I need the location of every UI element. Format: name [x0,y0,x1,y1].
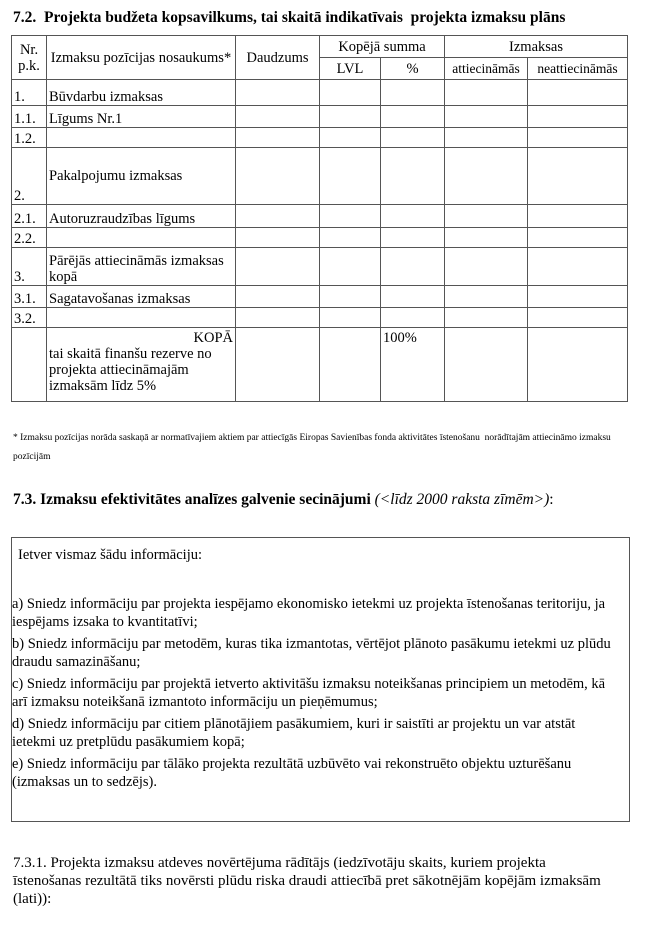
cell-eligible[interactable] [445,308,528,328]
cell-percent[interactable] [381,205,445,228]
cell-lvl[interactable] [320,286,381,308]
row-nr: 2. [12,148,47,205]
cell-percent[interactable] [381,106,445,128]
cell-eligible[interactable] [445,128,528,148]
cell-ineligible[interactable] [528,80,628,106]
infobox-item-e: e) Sniedz informāciju par tālāko projekta rezultātā uzbūvēto vai rekonstruēto objektu uzturēšanu (izmaksas un to sedzējs). [12,756,572,790]
table-row [12,205,628,228]
row-nr: 3. [12,248,47,286]
header-eligible: attiecināmās [445,58,528,80]
section-7-3-hint: (<līdz 2000 raksta zīmēm>) [374,491,550,508]
cell-eligible[interactable] [445,248,528,286]
header-ineligible: neattiecināmās [528,58,628,80]
cell-eligible[interactable] [445,286,528,308]
row-name: Pārējās attiecināmās izmaksas kopā [47,248,236,286]
cell-percent[interactable] [381,308,445,328]
cell-lvl[interactable] [320,128,381,148]
cell-ineligible[interactable] [528,128,628,148]
infobox-item-b: b) Sniedz informāciju par metodēm, kuras tika izmantotas, vērtējot plānoto pasākumu ietekmi uz plūdu draudu samazināšanu; [12,636,611,670]
budget-table [11,35,628,402]
header-percent: % [381,58,445,80]
row-nr: 2.1. [12,205,47,228]
cell-quantity[interactable] [236,205,320,228]
cell-ineligible[interactable] [528,248,628,286]
cell-ineligible[interactable] [528,286,628,308]
cell-lvl[interactable] [320,106,381,128]
cell-ineligible[interactable] [528,148,628,205]
infobox-item-c: c) Sniedz informāciju par projektā ietverto aktivitāšu izmaksu noteikšanas principiem un metodēm, kā arī izmaksu noteikšanā izmantoto informāciju un pieņēmumus; [12,676,606,710]
header-costs: Izmaksas [445,36,628,58]
cell-quantity[interactable] [236,148,320,205]
cell-eligible[interactable] [445,80,528,106]
total-label: KOPĀ [193,330,233,346]
header-quantity: Daudzums [236,36,320,80]
cell-ineligible[interactable] [528,205,628,228]
row-name: Sagatavošanas izmaksas [47,286,236,308]
cell-quantity[interactable] [236,128,320,148]
row-name [47,308,236,328]
row-nr: 3.1. [12,286,47,308]
cell-ineligible[interactable] [528,308,628,328]
total-row [12,328,628,402]
cell-percent[interactable] [381,148,445,205]
cell-quantity[interactable] [236,286,320,308]
total-nr [12,328,47,402]
footnote: * Izmaksu pozīcijas norāda saskaņā ar normatīvajiem aktiem par attiecīgās Eiropas Savienības fonda aktivitātes īstenošanu norādītajām attiecināmo izmaksu pozīcijām [13,433,611,462]
header-total: Kopējā summa [320,36,445,58]
row-nr: 1.2. [12,128,47,148]
cell-quantity[interactable] [236,308,320,328]
cell-eligible[interactable] [445,228,528,248]
table-row [12,128,628,148]
cell-eligible[interactable] [445,205,528,228]
section-7-3-heading [13,491,554,509]
cell-quantity[interactable] [236,106,320,128]
cell-quantity[interactable] [236,228,320,248]
cell-eligible[interactable] [445,106,528,128]
cell-eligible[interactable] [445,148,528,205]
row-nr: 1. [12,80,47,106]
infobox-item-a: a) Sniedz informāciju par projekta iespējamo ekonomisko ietekmi uz projekta īstenošanas teritoriju, ja iespējams izsaka to kvantitatīvi; [12,596,606,630]
header-lvl: LVL [320,58,381,80]
row-name: Būvdarbu izmaksas [47,80,236,106]
total-label-cell [47,328,236,402]
table-row [12,248,628,286]
section-7-3-colon: : [549,491,554,508]
section-7-3-title: 7.3. Izmaksu efektivitātes analīzes galvenie secinājumi [13,491,371,508]
table-row [12,308,628,328]
row-nr: 2.2. [12,228,47,248]
table-row [12,286,628,308]
infobox-item-d: d) Sniedz informāciju par citiem plānotājiem pasākumiem, kuri ir saistīti ar projektu un var atstāt ietekmi uz pretplūdu pasākumiem kopā; [12,716,576,750]
header-nr: Nr. p.k. [12,36,47,80]
cell-lvl[interactable] [320,205,381,228]
total-percent: 100% [381,328,445,402]
infobox-intro: Ietver vismaz šādu informāciju: [18,547,203,563]
cell-lvl[interactable] [320,148,381,205]
header-position: Izmaksu pozīcijas nosaukums* [47,36,236,80]
section-7-3-1-text: 7.3.1. Projekta izmaksu atdeves novērtējuma rādītājs (iedzīvotāju skaits, kuriem projekta īstenošanas rezultātā tiks novērsti plūdu riska draudi attiecībā pret sākotnējām kopējām izmaksām (lati)): [13,855,601,907]
cell-percent[interactable] [381,80,445,106]
cell-quantity[interactable] [236,248,320,286]
cell-lvl[interactable] [320,228,381,248]
total-note: tai skaitā finanšu rezerve no projekta attiecināmajām izmaksām līdz 5% [49,346,212,394]
cell-percent[interactable] [381,286,445,308]
row-name: Līgums Nr.1 [47,106,236,128]
row-name: Autoruzraudzības līgums [47,205,236,228]
cell-lvl[interactable] [320,80,381,106]
cell-ineligible[interactable] [528,328,628,402]
cell-lvl[interactable] [320,328,381,402]
table-row [12,106,628,128]
row-name: Pakalpojumu izmaksas [47,148,236,205]
cell-percent[interactable] [381,228,445,248]
cell-lvl[interactable] [320,248,381,286]
section-7-2-title: 7.2. Projekta budžeta kopsavilkums, tai skaitā indikatīvais projekta izmaksu plāns [13,9,566,26]
infobox-items [12,595,612,795]
cell-lvl[interactable] [320,308,381,328]
cell-quantity[interactable] [236,80,320,106]
analysis-text-area[interactable] [11,537,630,822]
row-nr: 3.2. [12,308,47,328]
table-row [12,148,628,205]
cell-ineligible[interactable] [528,228,628,248]
table-row [12,228,628,248]
cell-quantity[interactable] [236,328,320,402]
cell-eligible[interactable] [445,328,528,402]
cell-ineligible[interactable] [528,106,628,128]
table-row [12,80,628,106]
row-name [47,228,236,248]
cell-percent[interactable] [381,128,445,148]
cell-percent[interactable] [381,248,445,286]
row-nr: 1.1. [12,106,47,128]
row-name [47,128,236,148]
